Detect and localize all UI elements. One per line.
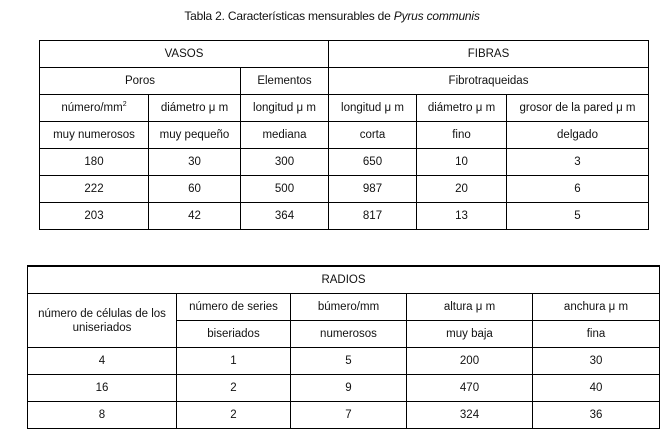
table-cell: 9	[291, 375, 407, 402]
table-cell: 364	[241, 203, 329, 230]
table-cell: 13	[417, 203, 507, 230]
class-cell: fina	[533, 321, 660, 348]
column-header: anchura μ m	[533, 294, 660, 321]
table-cell: 40	[533, 375, 660, 402]
table-cell: 10	[417, 149, 507, 176]
class-cell: muy baja	[407, 321, 533, 348]
table-row	[40, 149, 649, 176]
table-cell: 30	[533, 348, 660, 375]
table-cell: 222	[40, 176, 149, 203]
table-cell: 36	[533, 402, 660, 429]
subheader-fibrotraqueidas: Fibrotraqueidas	[329, 68, 649, 95]
group-header-radios: RADIOS	[28, 266, 660, 294]
table-row	[28, 375, 660, 402]
column-header: longitud μ m	[241, 95, 329, 122]
class-cell: mediana	[241, 122, 329, 149]
table-cell: 30	[149, 149, 241, 176]
class-cell: muy pequeño	[149, 122, 241, 149]
class-cell: delgado	[507, 122, 649, 149]
table-cell: 20	[417, 176, 507, 203]
table-radios	[27, 265, 660, 429]
class-cell: numerosos	[291, 321, 407, 348]
column-header: número de células de los uniseriados	[28, 294, 177, 348]
column-header: grosor de la pared μ m	[507, 95, 649, 122]
table-row	[40, 176, 649, 203]
table-caption	[0, 9, 664, 23]
class-cell: muy numerosos	[40, 122, 149, 149]
subheader-elementos: Elementos	[241, 68, 329, 95]
table-cell: 500	[241, 176, 329, 203]
column-header	[40, 95, 149, 122]
column-header: diámetro μ m	[417, 95, 507, 122]
table-row	[40, 68, 649, 95]
table-header-row	[28, 294, 660, 321]
table-cell: 1	[177, 348, 291, 375]
table-cell: 300	[241, 149, 329, 176]
column-header-label: número/mm	[61, 102, 123, 114]
table-cell: 3	[507, 149, 649, 176]
table-cell: 650	[329, 149, 417, 176]
column-header: diámetro μ m	[149, 95, 241, 122]
group-header-fibras: FIBRAS	[329, 41, 649, 68]
table-header-row	[40, 95, 649, 122]
table-cell: 4	[28, 348, 177, 375]
table-cell: 817	[329, 203, 417, 230]
table-cell: 2	[177, 375, 291, 402]
table-cell: 470	[407, 375, 533, 402]
table-row	[28, 348, 660, 375]
table-row	[40, 41, 649, 68]
class-cell: corta	[329, 122, 417, 149]
table-cell: 324	[407, 402, 533, 429]
class-cell: fino	[417, 122, 507, 149]
column-header: altura μ m	[407, 294, 533, 321]
caption-species: Pyrus communis	[393, 9, 480, 23]
table-row	[28, 402, 660, 429]
subheader-poros: Poros	[40, 68, 241, 95]
group-header-vasos: VASOS	[40, 41, 329, 68]
table-cell: 5	[291, 348, 407, 375]
table-cell: 16	[28, 375, 177, 402]
table-cell: 987	[329, 176, 417, 203]
table-row	[40, 203, 649, 230]
caption-prefix: Tabla 2. Características mensurables de	[184, 9, 394, 23]
column-header: longitud μ m	[329, 95, 417, 122]
table-cell: 7	[291, 402, 407, 429]
table-vasos-fibras	[39, 40, 649, 230]
superscript: 2	[122, 101, 127, 109]
table-cell: 5	[507, 203, 649, 230]
table-cell: 203	[40, 203, 149, 230]
column-header: búmero/mm	[291, 294, 407, 321]
table-cell: 180	[40, 149, 149, 176]
table-cell: 200	[407, 348, 533, 375]
column-header: número de series	[177, 294, 291, 321]
class-cell: biseriados	[177, 321, 291, 348]
table-cell: 6	[507, 176, 649, 203]
table-cell: 8	[28, 402, 177, 429]
table-cell: 42	[149, 203, 241, 230]
table-cell: 60	[149, 176, 241, 203]
table-cell: 2	[177, 402, 291, 429]
class-row	[40, 122, 649, 149]
table-row	[28, 266, 660, 294]
